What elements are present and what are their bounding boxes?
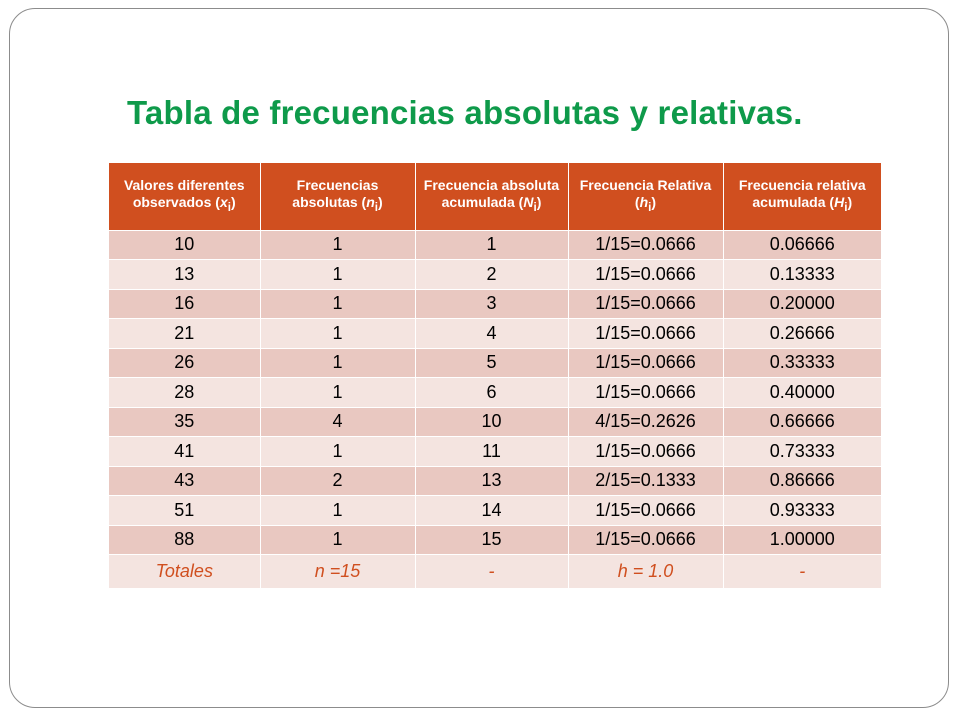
cell-rel-freq: 1/15=0.0666 xyxy=(568,525,723,555)
table-row xyxy=(109,289,881,319)
cell-abs-freq: 1 xyxy=(260,378,415,408)
header-cumulative-absolute-frequency: Frecuencia absoluta acumulada $(N_i)$ xyxy=(415,163,568,230)
cell-cum-rel-freq: 0.40000 xyxy=(723,378,881,408)
table-row xyxy=(109,437,881,467)
cell-cum-rel-freq: 0.66666 xyxy=(723,407,881,437)
cell-value: 21 xyxy=(109,319,260,349)
cell-cum-abs-freq: 2 xyxy=(415,260,568,290)
cell-abs-freq: 2 xyxy=(260,466,415,496)
totals-cum-abs-freq: - xyxy=(415,555,568,588)
table-row xyxy=(109,466,881,496)
cell-rel-freq: 1/15=0.0666 xyxy=(568,319,723,349)
cell-cum-rel-freq: 0.26666 xyxy=(723,319,881,349)
cell-value: 13 xyxy=(109,260,260,290)
header-absolute-frequency: Frecuencias absolutas $(n_i)$ xyxy=(260,163,415,230)
cell-rel-freq: 1/15=0.0666 xyxy=(568,348,723,378)
header-relative-frequency: Frecuencia Relativa $(h_i)$ xyxy=(568,163,723,230)
header-cumulative-relative-frequency: Frecuencia relativa acumulada $(H_i)$ xyxy=(723,163,881,230)
cell-cum-rel-freq: 1.00000 xyxy=(723,525,881,555)
cell-cum-rel-freq: 0.06666 xyxy=(723,230,881,260)
cell-rel-freq: 1/15=0.0666 xyxy=(568,230,723,260)
cell-rel-freq: 4/15=0.2626 xyxy=(568,407,723,437)
table-row xyxy=(109,378,881,408)
cell-rel-freq: 1/15=0.0666 xyxy=(568,496,723,526)
table-header-row xyxy=(109,163,881,230)
cell-cum-rel-freq: 0.13333 xyxy=(723,260,881,290)
frequency-table xyxy=(109,163,881,588)
cell-cum-abs-freq: 15 xyxy=(415,525,568,555)
totals-abs-freq: n =15 xyxy=(260,555,415,588)
cell-cum-rel-freq: 0.93333 xyxy=(723,496,881,526)
cell-cum-rel-freq: 0.73333 xyxy=(723,437,881,467)
cell-cum-abs-freq: 5 xyxy=(415,348,568,378)
totals-row xyxy=(109,555,881,588)
cell-rel-freq: 1/15=0.0666 xyxy=(568,437,723,467)
cell-cum-abs-freq: 10 xyxy=(415,407,568,437)
cell-cum-abs-freq: 11 xyxy=(415,437,568,467)
cell-cum-abs-freq: 4 xyxy=(415,319,568,349)
cell-value: 10 xyxy=(109,230,260,260)
table-row xyxy=(109,496,881,526)
cell-abs-freq: 1 xyxy=(260,319,415,349)
cell-value: 88 xyxy=(109,525,260,555)
cell-cum-abs-freq: 1 xyxy=(415,230,568,260)
cell-abs-freq: 1 xyxy=(260,260,415,290)
cell-abs-freq: 4 xyxy=(260,407,415,437)
cell-cum-abs-freq: 6 xyxy=(415,378,568,408)
cell-value: 28 xyxy=(109,378,260,408)
totals-label: Totales xyxy=(109,555,260,588)
totals-cum-rel-freq: - xyxy=(723,555,881,588)
cell-abs-freq: 1 xyxy=(260,437,415,467)
cell-value: 41 xyxy=(109,437,260,467)
cell-cum-rel-freq: 0.86666 xyxy=(723,466,881,496)
table-row xyxy=(109,407,881,437)
cell-value: 51 xyxy=(109,496,260,526)
page-title: Tabla de frecuencias absolutas y relativas. xyxy=(127,94,803,131)
table-row xyxy=(109,348,881,378)
table-row xyxy=(109,260,881,290)
cell-rel-freq: 1/15=0.0666 xyxy=(568,378,723,408)
cell-value: 16 xyxy=(109,289,260,319)
cell-cum-abs-freq: 3 xyxy=(415,289,568,319)
totals-rel-freq: h = 1.0 xyxy=(568,555,723,588)
header-observed-values: Valores diferentes observados $(x_i)$ xyxy=(109,163,260,230)
cell-rel-freq: 1/15=0.0666 xyxy=(568,260,723,290)
cell-rel-freq: 2/15=0.1333 xyxy=(568,466,723,496)
table-row xyxy=(109,230,881,260)
cell-cum-abs-freq: 14 xyxy=(415,496,568,526)
cell-cum-abs-freq: 13 xyxy=(415,466,568,496)
cell-rel-freq: 1/15=0.0666 xyxy=(568,289,723,319)
cell-cum-rel-freq: 0.33333 xyxy=(723,348,881,378)
table-row xyxy=(109,319,881,349)
cell-abs-freq: 1 xyxy=(260,525,415,555)
cell-abs-freq: 1 xyxy=(260,496,415,526)
cell-cum-rel-freq: 0.20000 xyxy=(723,289,881,319)
table-row xyxy=(109,525,881,555)
cell-abs-freq: 1 xyxy=(260,230,415,260)
cell-abs-freq: 1 xyxy=(260,289,415,319)
cell-value: 35 xyxy=(109,407,260,437)
cell-value: 43 xyxy=(109,466,260,496)
cell-value: 26 xyxy=(109,348,260,378)
cell-abs-freq: 1 xyxy=(260,348,415,378)
